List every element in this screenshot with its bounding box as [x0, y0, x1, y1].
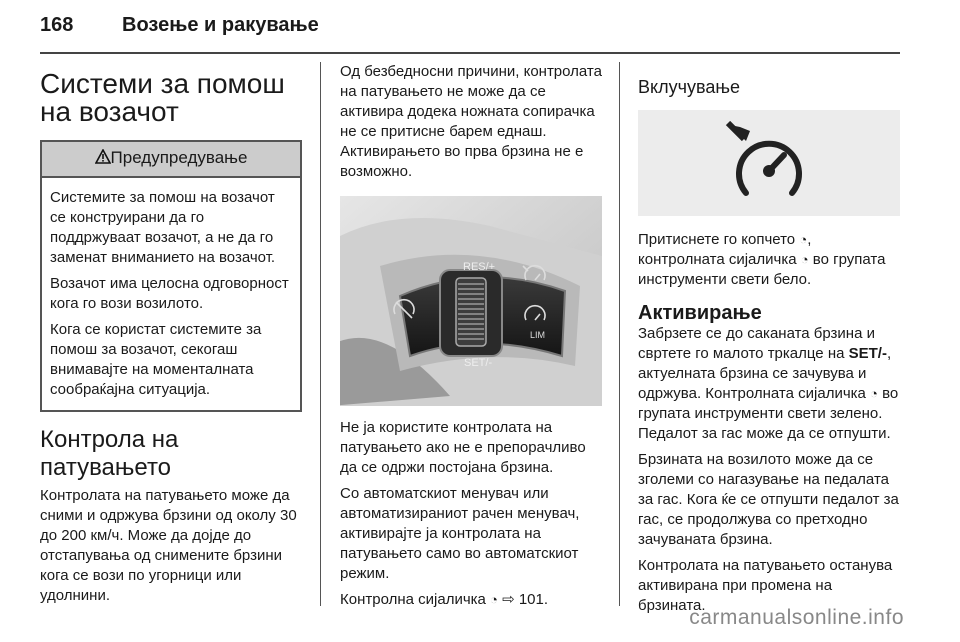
cruise-control-heading: Контрола на патувањето	[40, 426, 179, 481]
steering-wheel-illustration	[340, 196, 602, 406]
page-number: 168	[40, 14, 74, 36]
page-title: Системи за помош на возачот	[40, 68, 285, 127]
activation-text-c: во групата инструменти свети зелено. Педалот за гас може да се отпушти.	[638, 385, 899, 442]
warning-paragraph: Возачот има целосна одговорност кога го вози возилото.	[50, 275, 289, 312]
column-middle	[340, 62, 602, 616]
warning-box	[40, 140, 302, 412]
column-divider-2	[619, 62, 620, 606]
cruise-control-icon-panel	[638, 110, 900, 216]
usage-paragraph-1: Не ја користите контролата на патувањето ако не е препорачливо да се одржи постојана брзина.	[340, 419, 586, 476]
switch-on-paragraph: Притиснете го копчето ◔, контролната сијаличка ◔ во групата инструменти свети бело.	[638, 231, 886, 288]
usage-paragraph-2: Со автоматскиот менувач или автоматизираниот рачен менувач, активирајте ја контролата на патувањето само во автоматскиот режим.	[340, 485, 580, 582]
indicator-reference	[340, 590, 602, 610]
switch-on-text-b: контролната сијаличка	[638, 251, 797, 268]
watermark: carmanualsonline.info	[689, 606, 904, 629]
warning-label: Предупредување	[110, 148, 248, 167]
activation-text-b: , актуелната брзина се зачувува и одржува. Контролната сијаличка	[638, 345, 892, 402]
cruise-control-intro: Контролата на патувањето може да сними и одржува брзини од околу 30 до 200 км/ч. Може да дојде до отстапувања од снимените брзини кога се вози по угорници или удолнини.	[40, 487, 297, 604]
lim-label: LIM	[530, 330, 546, 340]
page-reference: 101.	[518, 591, 549, 608]
indicator-text: Контролна сијаличка	[340, 591, 486, 608]
thumbwheel	[456, 278, 486, 346]
reference-arrow-icon: ⇨	[502, 591, 515, 608]
section-title: Возење и ракување	[122, 14, 319, 36]
header-rule	[40, 52, 900, 54]
gear-change-paragraph: Контролата на патувањето останува активирана при промена на брзината.	[638, 557, 893, 614]
warning-paragraph: Системите за помош на возачот се конструирани да го поддржуваат возачот, а не да го заменат вниманието на возачот.	[50, 189, 276, 266]
set-minus-label: SET/-	[848, 345, 887, 362]
steering-wheel-controls-photo	[340, 196, 602, 406]
cruise-control-icon: ◔	[490, 592, 498, 607]
warning-paragraph: Кога се користат системите за помош за возачот, секогаш внимавајте на моменталната сообраќајна ситуација.	[50, 321, 262, 398]
switch-on-text-a: Притиснете го копчето	[638, 231, 796, 248]
safety-paragraph: Од безбедносни причини, контролата на патувањето не може да се активира додека ножната сопирачка не се притисне барем еднаш. Активирањето во прва брзина не е возможно.	[340, 63, 602, 180]
warning-header	[42, 142, 300, 178]
warning-body	[42, 178, 300, 410]
activation-heading: Активирање	[638, 302, 762, 324]
cruise-control-icon: ◔	[800, 252, 809, 267]
cruise-control-icon: ◔	[799, 232, 808, 247]
switch-on-text-c: во групата инструменти свети бело.	[638, 251, 886, 288]
cruise-control-icon	[724, 121, 814, 205]
switching-on-heading: Вклучување	[638, 77, 740, 97]
column-divider-1	[320, 62, 321, 606]
column-left	[40, 62, 302, 612]
warning-triangle-icon	[95, 149, 111, 164]
page-header	[40, 14, 319, 37]
res-label: RES/+	[463, 261, 496, 273]
column-right	[638, 62, 900, 622]
speed-increase-paragraph: Брзината на возилото може да се зголеми со нагазување на педалата за гас. Кога ќе се отпушти педалот за гас, се продолжува со претходно зачуваната брзина.	[638, 451, 899, 548]
cruise-control-icon: ◔	[870, 386, 878, 401]
activation-text-a: Забрзете се до саканата брзина и свртете го малото тркалце на	[638, 325, 875, 362]
set-label: SET/-	[464, 357, 493, 369]
activation-paragraph	[638, 324, 900, 444]
